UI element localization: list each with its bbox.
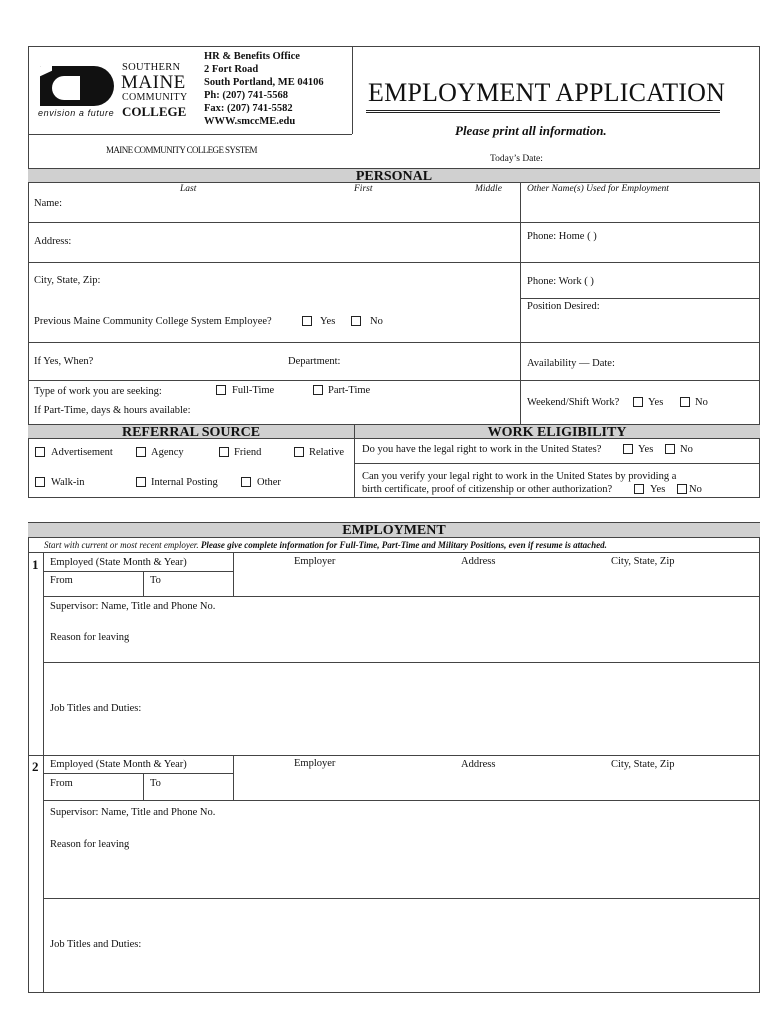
- full-time-label: Full-Time: [232, 385, 275, 396]
- entry-1-address-label: Address: [461, 556, 496, 567]
- friend-label: Friend: [234, 447, 262, 458]
- logo-southern: SOUTHERN: [122, 62, 181, 73]
- weekend-shift-label: Weekend/Shift Work?: [527, 397, 620, 408]
- eligibility-q1-yes-checkbox[interactable]: [623, 444, 633, 454]
- entry-1-reason-label: Reason for leaving: [50, 632, 130, 643]
- relative-checkbox[interactable]: [294, 447, 304, 457]
- friend-checkbox[interactable]: [219, 447, 229, 457]
- part-time-checkbox[interactable]: [313, 385, 323, 395]
- entry-2-address-label: Address: [461, 759, 496, 770]
- logo-community: COMMUNITY: [122, 92, 188, 103]
- col-first: First: [354, 184, 373, 194]
- weekend-shift-no-label: No: [695, 397, 708, 408]
- logo-tagline: envision a future: [38, 108, 115, 118]
- previous-employee-label: Previous Maine Community College System Employee?: [34, 316, 272, 327]
- eligibility-question-2-line1: Can you verify your legal right to work in the United States by providing a: [362, 471, 677, 482]
- part-time-label: Part-Time: [328, 385, 371, 396]
- agency-checkbox[interactable]: [136, 447, 146, 457]
- previous-employee-yes-checkbox[interactable]: [302, 316, 312, 326]
- entry-2-number: 2: [32, 759, 39, 774]
- eligibility-question-2-line2: birth certificate, proof of citizenship or other authorization?: [362, 484, 613, 495]
- internal-posting-checkbox[interactable]: [136, 477, 146, 487]
- city-state-zip-label: City, State, Zip:: [34, 275, 101, 286]
- col-last: Last: [180, 184, 197, 194]
- office-name: HR & Benefits Office: [204, 51, 300, 62]
- section-personal: PERSONAL: [28, 168, 760, 183]
- name-field[interactable]: [70, 196, 516, 216]
- internal-posting-label: Internal Posting: [151, 477, 218, 488]
- phone-work-label: Phone: Work ( ): [527, 276, 594, 287]
- instruction-text: Please print all information.: [455, 123, 607, 138]
- availability-label: Availability — Date:: [527, 358, 615, 369]
- section-employment: EMPLOYMENT: [28, 522, 760, 538]
- eligibility-q2-yes-label: Yes: [650, 484, 666, 495]
- relative-label: Relative: [309, 447, 344, 458]
- page-title: EMPLOYMENT APPLICATION: [368, 78, 726, 107]
- system-name: MAINE COMMUNITY COLLEGE SYSTEM: [106, 145, 257, 155]
- city-state-zip-field[interactable]: [112, 266, 516, 296]
- college-logo: [38, 62, 198, 122]
- if-yes-when-label: If Yes, When?: [34, 356, 94, 367]
- eligibility-q2-no-checkbox[interactable]: [677, 484, 687, 494]
- previous-employee-no-checkbox[interactable]: [351, 316, 361, 326]
- full-time-checkbox[interactable]: [216, 385, 226, 395]
- title-underline: [366, 110, 720, 113]
- entry-1-to-label: To: [150, 575, 161, 586]
- office-phone: Ph: (207) 741-5568: [204, 90, 288, 101]
- advertisement-checkbox[interactable]: [35, 447, 45, 457]
- phone-home-label: Phone: Home ( ): [527, 231, 597, 242]
- entry-2-from-label: From: [50, 778, 73, 789]
- department-label: Department:: [288, 356, 341, 367]
- agency-label: Agency: [151, 447, 184, 458]
- header-divider: [352, 46, 353, 134]
- entry-1-from-label: From: [50, 575, 73, 586]
- office-street: 2 Fort Road: [204, 64, 259, 75]
- col-middle: Middle: [475, 184, 502, 194]
- weekend-shift-yes-label: Yes: [648, 397, 664, 408]
- office-fax: Fax: (207) 741-5582: [204, 103, 293, 114]
- position-desired-label: Position Desired:: [527, 301, 600, 312]
- employment-instruction-bold: Please give complete information for Full-Time, Part-Time and Military Positions, even if resume is attached.: [200, 540, 607, 550]
- eligibility-q1-no-checkbox[interactable]: [665, 444, 675, 454]
- address-label: Address:: [34, 236, 72, 247]
- personal-col-divider: [520, 182, 521, 426]
- eligibility-q2-no-label: No: [689, 484, 702, 495]
- office-web: WWW.smccME.edu: [204, 116, 296, 127]
- other-label: Other: [257, 477, 281, 488]
- entry-2-employer-label: Employer: [294, 758, 336, 769]
- header-divider: [28, 134, 352, 135]
- address-field[interactable]: [80, 226, 516, 258]
- entry-2-employed-label: Employed (State Month & Year): [50, 759, 187, 770]
- name-label: Name:: [34, 198, 62, 209]
- other-checkbox[interactable]: [241, 477, 251, 487]
- part-time-hours-label: If Part-Time, days & hours available:: [34, 405, 191, 416]
- previous-employee-no-label: No: [370, 316, 383, 327]
- todays-date-label: Today’s Date:: [490, 154, 543, 164]
- entry-1-duties-label: Job Titles and Duties:: [50, 703, 142, 714]
- entry-1-supervisor-label: Supervisor: Name, Title and Phone No.: [50, 601, 216, 612]
- eligibility-q2-yes-checkbox[interactable]: [634, 484, 644, 494]
- section-referral-source: REFERRAL SOURCE: [28, 424, 354, 439]
- employment-instruction: [44, 540, 607, 550]
- section-work-eligibility: WORK ELIGIBILITY: [354, 424, 760, 439]
- advertisement-label: Advertisement: [51, 447, 113, 458]
- entry-1-number: 1: [32, 557, 39, 572]
- other-names-label: Other Name(s) Used for Employment: [527, 184, 669, 194]
- entry-2-supervisor-label: Supervisor: Name, Title and Phone No.: [50, 807, 216, 818]
- logo-maine: MAINE: [121, 72, 186, 93]
- entry-2-to-label: To: [150, 778, 161, 789]
- entry-2-reason-label: Reason for leaving: [50, 839, 130, 850]
- walk-in-checkbox[interactable]: [35, 477, 45, 487]
- entry-2-city-label: City, State, Zip: [611, 759, 675, 770]
- eligibility-q1-no-label: No: [680, 444, 693, 455]
- eligibility-q1-yes-label: Yes: [638, 444, 654, 455]
- previous-employee-yes-label: Yes: [320, 316, 336, 327]
- entry-1-employed-label: Employed (State Month & Year): [50, 557, 187, 568]
- eligibility-question-1: Do you have the legal right to work in the United States?: [362, 444, 602, 455]
- type-of-work-label: Type of work you are seeking:: [34, 386, 162, 397]
- entry-1-city-label: City, State, Zip: [611, 556, 675, 567]
- entry-1-employer-label: Employer: [294, 556, 336, 567]
- logo-college: COLLEGE: [122, 104, 187, 119]
- entry-2-duties-label: Job Titles and Duties:: [50, 939, 142, 950]
- weekend-shift-yes-checkbox[interactable]: [633, 397, 643, 407]
- employment-instruction-plain: Start with current or most recent employer.: [44, 540, 199, 550]
- walk-in-label: Walk-in: [51, 477, 85, 488]
- weekend-shift-no-checkbox[interactable]: [680, 397, 690, 407]
- office-city: South Portland, ME 04106: [204, 77, 324, 88]
